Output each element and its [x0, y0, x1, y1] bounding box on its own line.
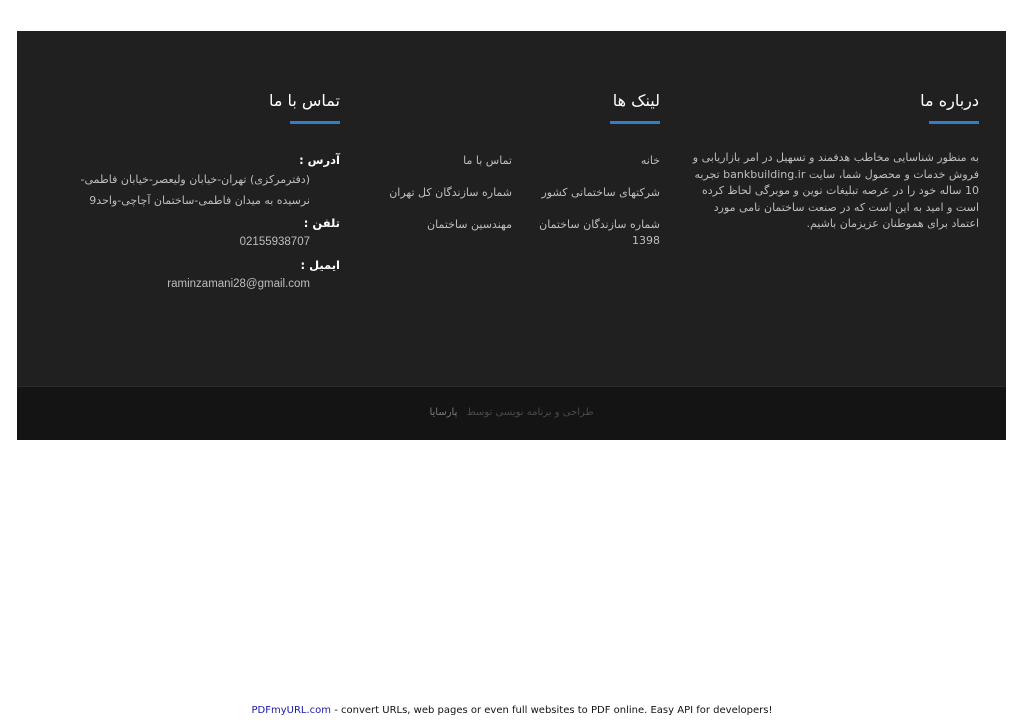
pdfmyurl-link[interactable]: PDFmyURL.com	[251, 705, 332, 716]
footer-link-home[interactable]: خانه	[640, 154, 660, 167]
contact-title-underline	[290, 121, 340, 124]
footer-link-tehran-builders[interactable]: شماره سازندگان کل تهران	[389, 186, 512, 199]
footer-main	[17, 31, 1006, 386]
site-footer	[17, 31, 1006, 440]
footer-link-engineers[interactable]: مهندسین ساختمان	[427, 218, 512, 231]
contact-title: تماس با ما	[268, 91, 340, 110]
links-title-underline	[610, 121, 660, 124]
footer-link-contact[interactable]: تماس با ما	[463, 154, 512, 167]
contact-details	[53, 151, 340, 295]
footer-bottom-bar	[17, 386, 1006, 440]
footer-link-companies[interactable]: شرکتهای ساختمانی کشور	[541, 186, 660, 199]
address-label: آدرس :	[299, 153, 340, 167]
links-column	[377, 89, 660, 247]
contact-column	[53, 89, 340, 295]
email-value[interactable]: raminzamani28@gmail.com	[167, 278, 310, 290]
links-list	[377, 153, 660, 273]
pdf-converter-note	[0, 705, 1024, 716]
credit-text: طراحی و برنامه نویسی توسط	[466, 407, 594, 418]
design-credit	[17, 407, 1006, 418]
about-column	[687, 89, 979, 233]
footer-link-builders-1398[interactable]: شماره سازندگان ساختمان 1398	[539, 218, 660, 247]
phone-value: 02155938707	[239, 236, 310, 248]
links-title: لینک ها	[612, 91, 660, 110]
phone-label: تلفن :	[303, 216, 340, 230]
credit-link[interactable]: پارسایا	[429, 407, 458, 418]
about-title: درباره ما	[920, 91, 979, 110]
pdf-note-text: - convert URLs, web pages or even full websites to PDF online. Easy API for developers!	[331, 705, 773, 716]
address-value: (دفترمرکزی) تهران-خیابان ولیعصر-خیابان فاطمی-نرسیده به میدان فاطمی-ساختمان آچاچی-واحد9	[80, 173, 310, 207]
email-label: ایمیل :	[300, 258, 340, 272]
about-text: به منظور شناسایی مخاطب هدفمند و تسهیل در امر بازاریابی و فروش خدمات و محصول شما، سایت bankbuilding.ir تجربه 10 ساله خود را در عرصه تبلیغات نوین و موبرگی لحاظ کرده است و امید به این است که در صنعت ساختمان نامی مورد اعتماد برای هموطنان عزیزمان باشیم.	[692, 151, 979, 230]
about-title-underline	[929, 121, 979, 124]
